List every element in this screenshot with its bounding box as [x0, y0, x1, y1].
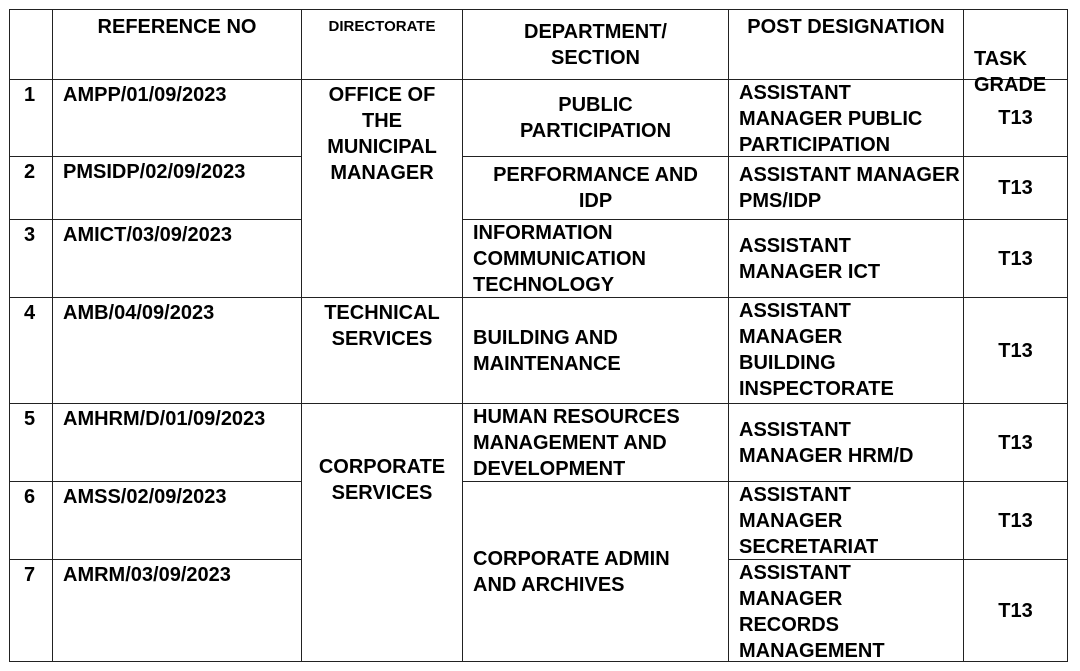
department-public-participation: PUBLIC PARTICIPATION: [463, 80, 729, 157]
row-7-number: 7: [10, 560, 53, 662]
row-6-grade: T13: [964, 482, 1068, 560]
row-4-grade: T13: [964, 298, 1068, 404]
row-1-grade: T13: [964, 80, 1068, 157]
header-post-designation-label: POST DESIGNATION: [747, 16, 945, 38]
row-5-post: ASSISTANT MANAGER HRM/D: [729, 404, 964, 482]
header-directorate: [302, 10, 463, 80]
header-reference-no-label: REFERENCE NO: [97, 16, 257, 38]
header-reference-no: [53, 10, 302, 80]
department-corporate-admin: CORPORATE ADMIN AND ARCHIVES: [463, 482, 729, 662]
row-7-grade: T13: [964, 560, 1068, 662]
header-post-designation: [729, 10, 964, 80]
row-2-grade: T13: [964, 157, 1068, 220]
header-department: [463, 10, 729, 80]
row-1-reference: AMPP/01/09/2023: [53, 80, 302, 157]
row-5-number: 5: [10, 404, 53, 482]
row-6-post: ASSISTANT MANAGER SECRETARIAT: [729, 482, 964, 560]
header-task-grade-label: TASK GRADE: [974, 48, 1047, 96]
row-6-reference: AMSS/02/09/2023: [53, 482, 302, 560]
department-human-resources: HUMAN RESOURCES MANAGEMENT AND DEVELOPMENT: [463, 404, 729, 482]
row-1-number: 1: [10, 80, 53, 157]
row-3-reference: AMICT/03/09/2023: [53, 220, 302, 298]
directorate-technical-services: TECHNICAL SERVICES: [302, 298, 463, 404]
row-4-number: 4: [10, 298, 53, 404]
row-5-grade: T13: [964, 404, 1068, 482]
department-ict: INFORMATION COMMUNICATION TECHNOLOGY: [463, 220, 729, 298]
row-7-post: ASSISTANT MANAGER RECORDS MANAGEMENT: [729, 560, 964, 662]
row-2-reference: PMSIDP/02/09/2023: [53, 157, 302, 220]
row-4-reference: AMB/04/09/2023: [53, 298, 302, 404]
row-4-post: ASSISTANT MANAGER BUILDING INSPECTORATE: [729, 298, 964, 404]
row-3-number: 3: [10, 220, 53, 298]
department-performance-idp: PERFORMANCE AND IDP: [463, 157, 729, 220]
row-3-grade: T13: [964, 220, 1068, 298]
header-department-label: DEPARTMENT/ SECTION: [524, 20, 667, 69]
posts-table: [9, 9, 1068, 662]
header-number-cell: [10, 10, 53, 80]
directorate-corporate-services: CORPORATE SERVICES: [302, 404, 463, 662]
department-building-maintenance: BUILDING AND MAINTENANCE: [463, 298, 729, 404]
header-directorate-label: DIRECTORATE: [328, 18, 436, 35]
row-5-reference: AMHRM/D/01/09/2023: [53, 404, 302, 482]
row-2-post: ASSISTANT MANAGER PMS/IDP: [729, 157, 964, 220]
row-1-post: ASSISTANT MANAGER PUBLIC PARTICIPATION: [729, 80, 964, 157]
row-3-post: ASSISTANT MANAGER ICT: [729, 220, 964, 298]
header-task-grade: [964, 10, 1068, 96]
row-2-number: 2: [10, 157, 53, 220]
directorate-municipal-manager: OFFICE OF THE MUNICIPAL MANAGER: [302, 80, 463, 298]
row-6-number: 6: [10, 482, 53, 560]
row-7-reference: AMRM/03/09/2023: [53, 560, 302, 662]
